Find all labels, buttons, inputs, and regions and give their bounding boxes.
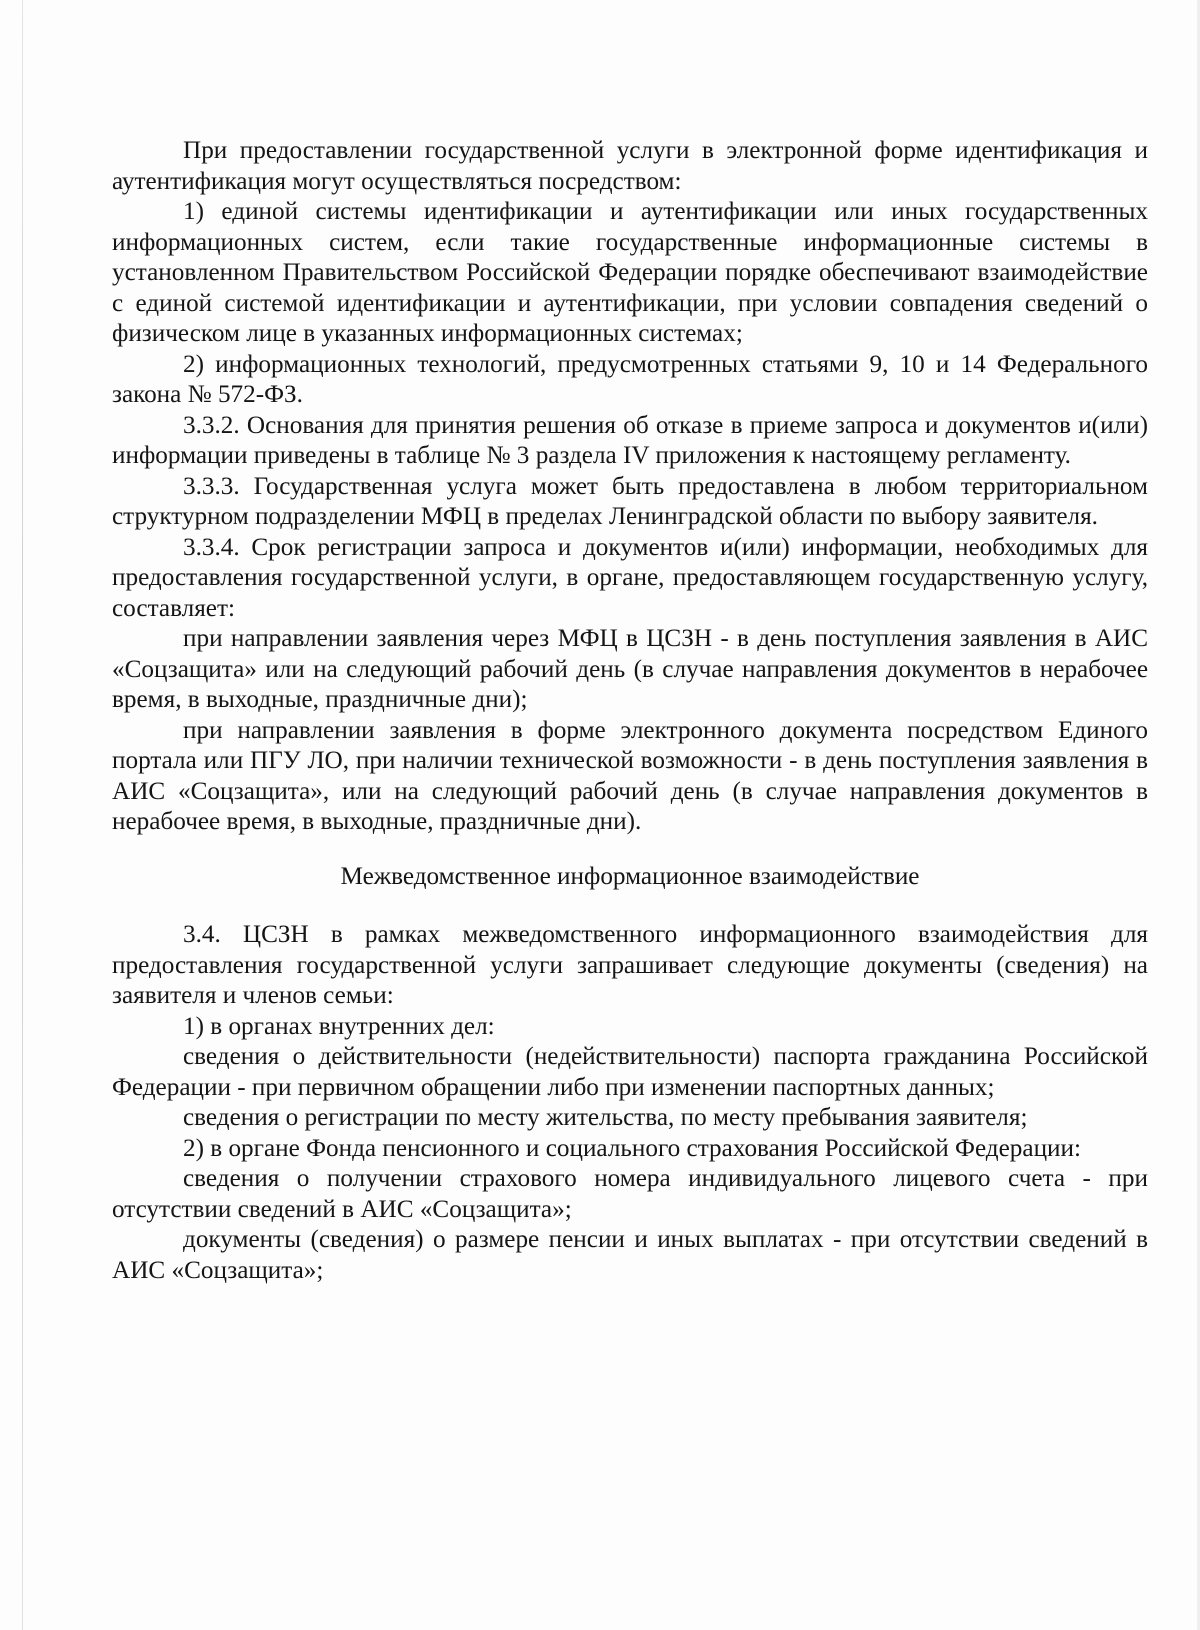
paragraph-electronic-submission: при направлении заявления в форме электронного документа посредством Единого портала или ПГУ ЛО, при наличии технической возможности - в день поступления заявления в АИС «Соцзащита», или на следующий рабочий день (в случае направления документов в нерабочее время, в выходные, праздничные дни). [112, 716, 1148, 835]
paragraph-3-3-3: 3.3.3. Государственная услуга может быть предоставлена в любом территориальном структурном подразделении МФЦ в пределах Ленинградской области по выбору заявителя. [112, 472, 1148, 530]
paragraph-item-2-technologies: 2) информационных технологий, предусмотренных статьями 9, 10 и 14 Федерального закона № 572-ФЗ. [112, 350, 1148, 408]
paragraph-passport-validity: сведения о действительности (недействительности) паспорта гражданина Российской Федерации - при первичном обращении либо при изменении паспортных данных; [112, 1043, 1148, 1101]
paragraph-mfc-submission: при направлении заявления через МФЦ в ЦСЗН - в день поступления заявления в АИС «Соцзащита» или на следующий рабочий день (в случае направления документов в нерабочее время, в выходные, праздничные дни); [112, 625, 1148, 713]
section-heading: Межведомственное информационное взаимодействие [340, 862, 920, 890]
paragraph-snils-info: сведения о получении страхового номера индивидуального лицевого счета - при отсутствии сведений в АИС «Соцзащита»; [112, 1165, 1148, 1223]
paragraph-registration-info: сведения о регистрации по месту жительства, по месту пребывания заявителя; [183, 1104, 1028, 1131]
paragraph-electronic-identification: При предоставлении государственной услуги в электронной форме идентификация и аутентификация могут осуществляться посредством: [112, 137, 1148, 195]
paragraph-3-3-4: 3.3.4. Срок регистрации запроса и документов и(или) информации, необходимых для предоставления государственной услуги, в органе, предоставляющем государственную услугу, составляет: [112, 533, 1148, 622]
document-body [112, 136, 1148, 1286]
paragraph-pension-fund: 2) в органе Фонда пенсионного и социального страхования Российской Федерации: [183, 1134, 1082, 1162]
scan-edge-left [22, 0, 23, 1630]
paragraph-pension-size: документы (сведения) о размере пенсии и иных выплатах - при отсутствии сведений в АИС «Соцзащита»; [112, 1226, 1148, 1284]
paragraph-item-1-esia: 1) единой системы идентификации и аутентификации или иных государственных информационных систем, если такие государственные информационные системы в установленном Правительством Российской Федерации порядке обеспечивают взаимодействие с единой системой идентификации и аутентификации, при условии совпадения сведений о физическом лице в указанных информационных системах; [112, 198, 1148, 347]
paragraph-3-4: 3.4. ЦСЗН в рамках межведомственного информационного взаимодействия для предоставления государственной услуги запрашивает следующие документы (сведения) на заявителя и членов семьи: [112, 921, 1148, 1009]
paragraph-internal-affairs: 1) в органах внутренних дел: [183, 1012, 495, 1040]
paragraph-3-3-2: 3.3.2. Основания для принятия решения об отказе в приеме запроса и документов и(или) информации приведены в таблице № 3 раздела IV приложения к настоящему регламенту. [112, 411, 1148, 469]
